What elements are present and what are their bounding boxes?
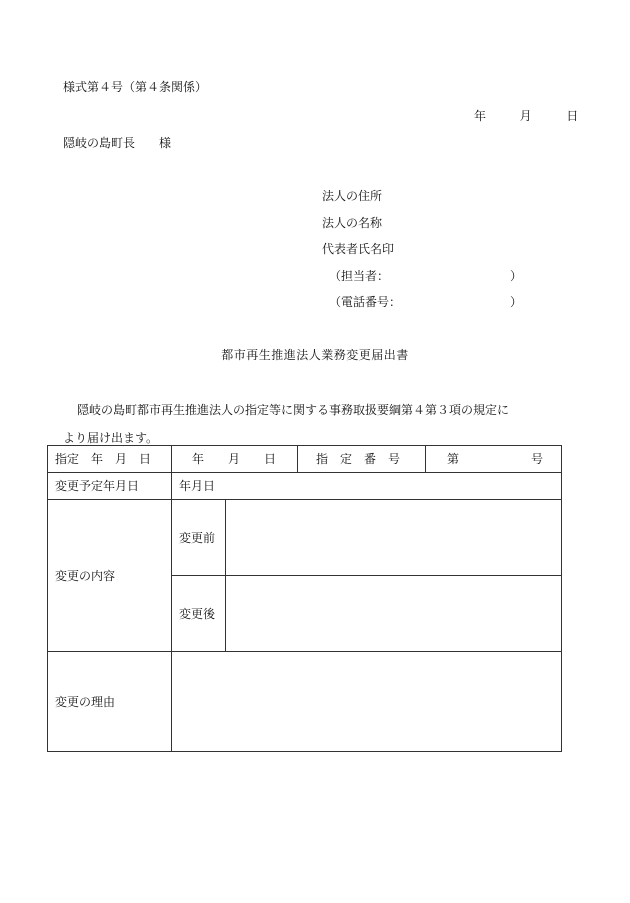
applicant-block bbox=[322, 189, 523, 323]
designation-date-label: 指定 年 月 日 bbox=[48, 446, 172, 473]
representative-label: 代表者氏名印 bbox=[322, 242, 395, 256]
phone-row bbox=[322, 295, 523, 323]
addressee: 隠岐の島町長 様 bbox=[63, 136, 172, 150]
date-line bbox=[474, 110, 578, 122]
planned-date-value[interactable]: 年月日 bbox=[172, 473, 562, 500]
date-day: 日 bbox=[566, 109, 579, 123]
date-year: 年 bbox=[474, 109, 487, 123]
after-value[interactable] bbox=[226, 576, 562, 652]
reason-label: 変更の理由 bbox=[48, 652, 172, 752]
designation-date-value[interactable]: 年 月 日 bbox=[172, 446, 298, 473]
planned-date-row bbox=[48, 473, 562, 500]
contact-person-label: （担当者： bbox=[329, 268, 390, 283]
reason-row bbox=[48, 652, 562, 752]
planned-date-label: 変更予定年月日 bbox=[48, 473, 172, 500]
contact-person-row bbox=[322, 268, 523, 297]
reason-value[interactable] bbox=[172, 652, 562, 752]
date-month: 月 bbox=[519, 109, 532, 123]
designation-number-value[interactable]: 第 号 bbox=[426, 446, 562, 473]
before-value[interactable] bbox=[226, 500, 562, 576]
address-label: 法人の住所 bbox=[322, 189, 383, 203]
change-content-label: 変更の内容 bbox=[48, 500, 172, 652]
form-number: 様式第４号（第４条関係） bbox=[63, 80, 208, 94]
after-label: 変更後 bbox=[172, 576, 226, 652]
change-before-row bbox=[48, 500, 562, 576]
phone-label: （電話番号： bbox=[329, 295, 402, 309]
designation-row bbox=[48, 446, 562, 473]
body-text-line-2: より届け出ます。 bbox=[63, 431, 159, 445]
before-label: 変更前 bbox=[172, 500, 226, 576]
name-label: 法人の名称 bbox=[322, 215, 383, 230]
document-title: 都市再生推進法人業務変更届出書 bbox=[221, 348, 409, 362]
designation-number-label: 指 定 番 号 bbox=[298, 446, 426, 473]
change-notification-table bbox=[47, 445, 562, 752]
contact-close-paren: ） bbox=[510, 268, 523, 283]
body-text-line-1: 隠岐の島町都市再生推進法人の指定等に関する事務取扱要綱第４第３項の規定に bbox=[77, 403, 510, 417]
phone-close-paren: ） bbox=[510, 295, 523, 309]
